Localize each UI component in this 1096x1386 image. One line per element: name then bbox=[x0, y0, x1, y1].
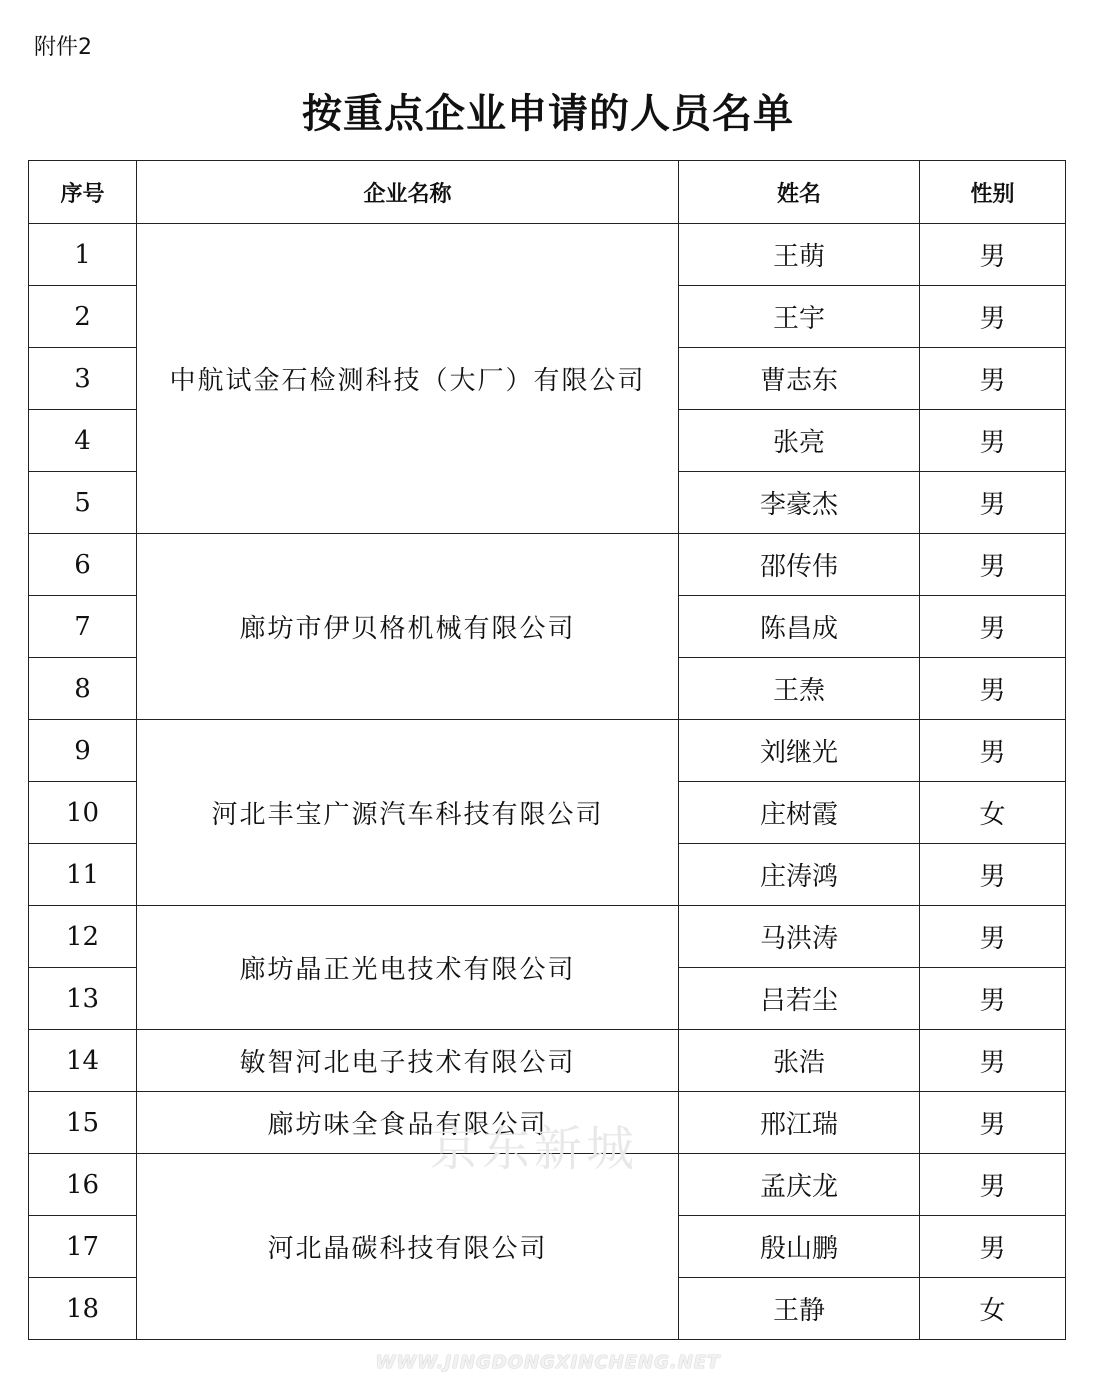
cell-no: 5 bbox=[29, 472, 137, 534]
table-row bbox=[29, 906, 1066, 968]
cell-gender: 男 bbox=[920, 224, 1066, 286]
header-company: 企业名称 bbox=[137, 161, 679, 224]
cell-no: 6 bbox=[29, 534, 137, 596]
cell-gender: 男 bbox=[920, 968, 1066, 1030]
cell-name: 陈昌成 bbox=[679, 596, 920, 658]
table-row bbox=[29, 720, 1066, 782]
cell-gender: 男 bbox=[920, 1216, 1066, 1278]
cell-company: 中航试金石检测科技（大厂）有限公司 bbox=[137, 224, 679, 534]
cell-no: 16 bbox=[29, 1154, 137, 1216]
cell-name: 殷山鹏 bbox=[679, 1216, 920, 1278]
cell-no: 4 bbox=[29, 410, 137, 472]
cell-gender: 男 bbox=[920, 596, 1066, 658]
table-row bbox=[29, 224, 1066, 286]
cell-gender: 男 bbox=[920, 1030, 1066, 1092]
cell-name: 李豪杰 bbox=[679, 472, 920, 534]
cell-gender: 男 bbox=[920, 534, 1066, 596]
cell-no: 12 bbox=[29, 906, 137, 968]
table-row bbox=[29, 1030, 1066, 1092]
cell-name: 邢江瑞 bbox=[679, 1092, 920, 1154]
cell-gender: 男 bbox=[920, 1154, 1066, 1216]
cell-no: 11 bbox=[29, 844, 137, 906]
cell-no: 15 bbox=[29, 1092, 137, 1154]
watermark: 京东新城 bbox=[430, 1121, 639, 1177]
cell-name: 孟庆龙 bbox=[679, 1154, 920, 1216]
cell-gender: 男 bbox=[920, 658, 1066, 720]
cell-name: 庄涛鸿 bbox=[679, 844, 920, 906]
header-name: 姓名 bbox=[679, 161, 920, 224]
footer-watermark: WWW.JINGDONGXINCHENG.NET bbox=[375, 1352, 721, 1373]
cell-name: 王静 bbox=[679, 1278, 920, 1340]
cell-name: 邵传伟 bbox=[679, 534, 920, 596]
cell-company: 廊坊晶正光电技术有限公司 bbox=[137, 906, 679, 1030]
header-no: 序号 bbox=[29, 161, 137, 224]
cell-name: 王焘 bbox=[679, 658, 920, 720]
cell-name: 刘继光 bbox=[679, 720, 920, 782]
cell-gender: 女 bbox=[920, 1278, 1066, 1340]
cell-name: 张浩 bbox=[679, 1030, 920, 1092]
cell-no: 8 bbox=[29, 658, 137, 720]
cell-no: 17 bbox=[29, 1216, 137, 1278]
cell-no: 7 bbox=[29, 596, 137, 658]
cell-gender: 男 bbox=[920, 286, 1066, 348]
cell-no: 10 bbox=[29, 782, 137, 844]
cell-company: 河北晶碳科技有限公司 bbox=[137, 1154, 679, 1340]
cell-name: 吕若尘 bbox=[679, 968, 920, 1030]
cell-company: 敏智河北电子技术有限公司 bbox=[137, 1030, 679, 1092]
table-row bbox=[29, 534, 1066, 596]
cell-gender: 男 bbox=[920, 844, 1066, 906]
cell-gender: 男 bbox=[920, 720, 1066, 782]
cell-company: 河北丰宝广源汽车科技有限公司 bbox=[137, 720, 679, 906]
cell-no: 2 bbox=[29, 286, 137, 348]
cell-gender: 男 bbox=[920, 906, 1066, 968]
cell-gender: 男 bbox=[920, 1092, 1066, 1154]
cell-gender: 男 bbox=[920, 348, 1066, 410]
cell-no: 1 bbox=[29, 224, 137, 286]
cell-name: 王宇 bbox=[679, 286, 920, 348]
cell-name: 曹志东 bbox=[679, 348, 920, 410]
cell-no: 9 bbox=[29, 720, 137, 782]
cell-no: 14 bbox=[29, 1030, 137, 1092]
cell-name: 张亮 bbox=[679, 410, 920, 472]
cell-name: 庄树霞 bbox=[679, 782, 920, 844]
cell-no: 18 bbox=[29, 1278, 137, 1340]
cell-name: 王萌 bbox=[679, 224, 920, 286]
cell-name: 马洪涛 bbox=[679, 906, 920, 968]
cell-company: 廊坊市伊贝格机械有限公司 bbox=[137, 534, 679, 720]
header-gender: 性别 bbox=[920, 161, 1066, 224]
cell-gender: 女 bbox=[920, 782, 1066, 844]
cell-company: 廊坊味全食品有限公司 bbox=[137, 1092, 679, 1154]
document-title: 按重点企业申请的人员名单 bbox=[302, 91, 794, 137]
cell-no: 13 bbox=[29, 968, 137, 1030]
cell-gender: 男 bbox=[920, 410, 1066, 472]
cell-no: 3 bbox=[29, 348, 137, 410]
attachment-label: 附件2 bbox=[34, 35, 92, 60]
table-header-row bbox=[29, 161, 1066, 224]
cell-gender: 男 bbox=[920, 472, 1066, 534]
